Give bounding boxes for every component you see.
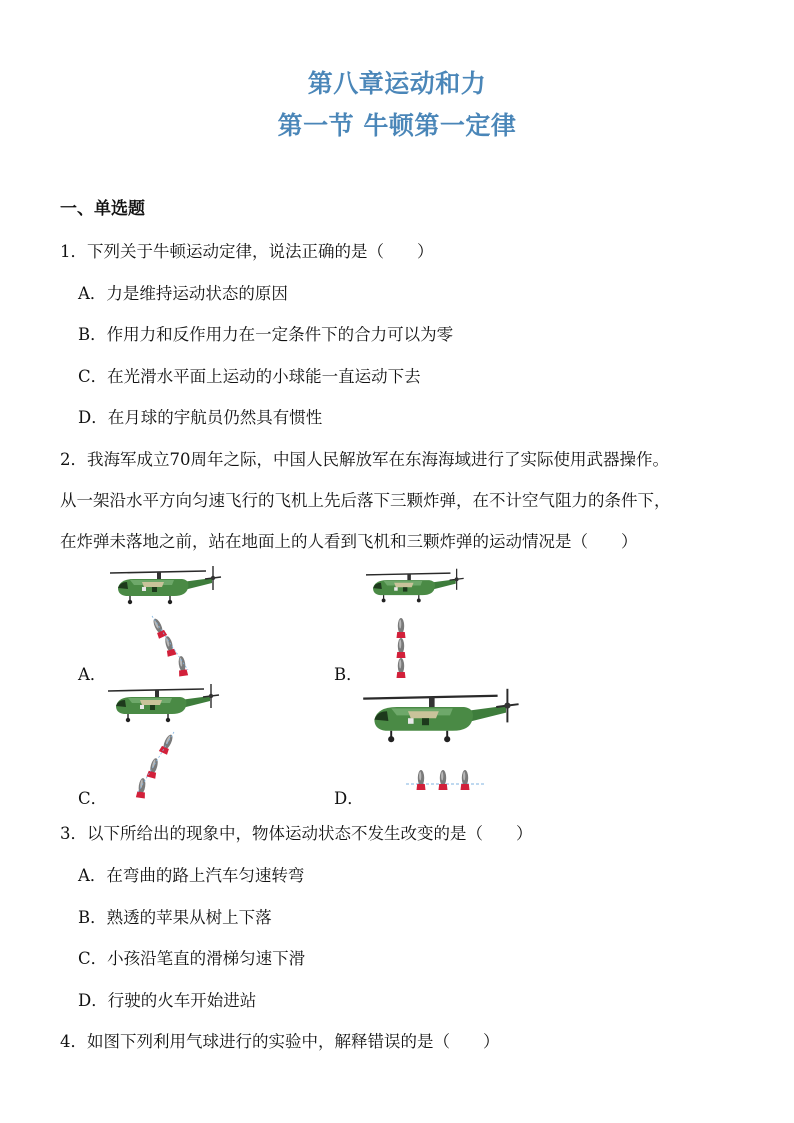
- question-1-option-b[interactable]: B．作用力和反作用力在一定条件下的合力可以为零: [78, 325, 454, 344]
- figure-c-helicopter-bombs: [108, 684, 228, 804]
- figure-a-helicopter-bombs: [110, 566, 230, 676]
- chapter-title: 第八章运动和力: [307, 69, 487, 98]
- question-1-stem: 1．下列关于牛顿运动定律，说法正确的是（ ）: [60, 242, 434, 261]
- section-subtitle: 第一节 牛顿第一定律: [277, 111, 517, 140]
- figure-a-label[interactable]: A．: [78, 665, 107, 684]
- question-1-option-d[interactable]: D．在月球的宇航员仍然具有惯性: [78, 408, 323, 427]
- figure-b-helicopter-bombs: [366, 574, 476, 684]
- figure-b-label[interactable]: B．: [334, 665, 363, 684]
- question-1-option-a[interactable]: A．力是维持运动状态的原因: [78, 284, 288, 303]
- question-2-stem-line-3: 在炸弹未落地之前，站在地面上的人看到飞机和三颗炸弹的运动情况是（ ）: [60, 532, 638, 551]
- question-3-option-c[interactable]: C．小孩沿笔直的滑梯匀速下滑: [78, 949, 306, 968]
- question-3-option-a[interactable]: A．在弯曲的路上汽车匀速转弯: [78, 866, 305, 885]
- question-3-option-d[interactable]: D．行驶的火车开始进站: [78, 991, 257, 1010]
- figure-d-helicopter-bombs: [366, 696, 526, 806]
- figure-c-label[interactable]: C．: [78, 789, 108, 808]
- question-2-stem-line-2: 从一架沿水平方向匀速飞行的飞机上先后落下三颗炸弹，在不计空气阻力的条件下，: [60, 491, 671, 510]
- question-3-stem: 3．以下所给出的现象中，物体运动状态不发生改变的是（ ）: [60, 824, 533, 843]
- section-heading: 一、单选题: [60, 199, 145, 219]
- question-4-stem: 4．如图下列利用气球进行的实验中，解释错误的是（ ）: [60, 1032, 500, 1051]
- question-2-stem-line-1: 2．我海军成立70周年之际，中国人民解放军在东海海域进行了实际使用武器操作。: [60, 450, 669, 469]
- figure-d-label[interactable]: D．: [334, 789, 364, 808]
- question-1-option-c[interactable]: C．在光滑水平面上运动的小球能一直运动下去: [78, 367, 421, 386]
- question-3-option-b[interactable]: B．熟透的苹果从树上下落: [78, 908, 272, 927]
